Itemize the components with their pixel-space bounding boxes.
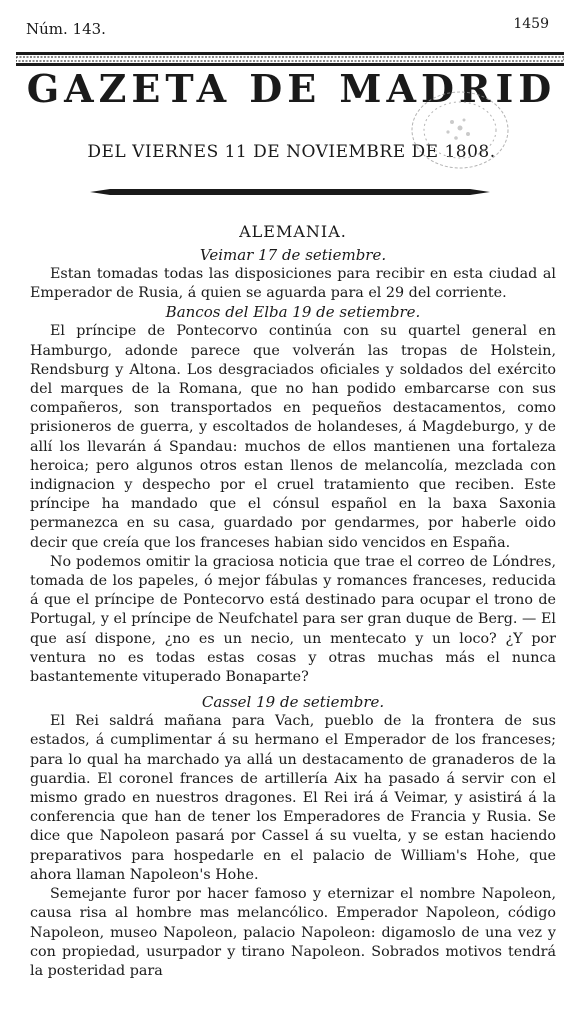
issue-number: Núm. 143. (26, 20, 106, 38)
dispatch-dateline: Cassel 19 de setiembre. (201, 693, 385, 712)
masthead-title: GAZETA DE MADRID (26, 66, 557, 111)
section-heading: ALEMANIA. (239, 222, 347, 241)
paragraph: Estan tomadas todas las disposiciones para recibir en esta ciudad al Emperador de Rusia, á quien se aguarda para el 29 del corriente. (30, 266, 556, 302)
masthead-dateline: DEL VIERNES 11 DE NOVIEMBRE DE 1808. (87, 142, 496, 162)
dispatch-dateline: Veimar 17 de setiembre. (199, 246, 387, 264)
ornamental-border (16, 52, 564, 66)
paragraph: Semejante furor por hacer famoso y eternizar el nombre Napoleon, causa risa al hombre mas melancólico. Emperador Napoleon, código Napoleon, museo Napoleon, palacio Napoleon: digamoslo de una vez y con propiedad, usurpador y tirano Napoleon. Sobrados motivos tendrá la posteridad para (30, 886, 556, 979)
dispatch-dateline: Bancos del Elba 19 de setiembre. (165, 303, 421, 322)
library-stamp (400, 82, 520, 177)
article-body (30, 222, 556, 981)
page-header (0, 10, 583, 40)
page-number: 1459 (513, 16, 549, 32)
paragraph: El Rei saldrá mañana para Vach, pueblo de la frontera de sus estados, á cumplimentar á su hermano el Emperador de los franceses; para lo qual ha marchado ya allá un destacamento de granaderos de la guardia. El coronel frances de artillería Aix ha pasado á servir con el mismo grado en nuestros dragones. El Rei irá á Veimar, y asistirá á la conferencia que han de tener los Emperadores de Francia y Rusia. Se dice que Napoleon pasará por Cassel á su vuelta, y se estan haciendo preparativos para hospedarle en el palacio de William's Hohe, que ahora llaman Napoleon's Hohe. (30, 713, 556, 883)
paragraph: El príncipe de Pontecorvo continúa con su quartel general en Hamburgo, adonde parece que volverán las tropas de Holstein, Rendsburg y Altona. Los desgraciados oficiales y soldados del exército del marques de la Romana, que no han podido embarcarse con sus compañeros, son transportados en pequeños destacamentos, como prisioneros de guerra, y escoltados de holandeses, á Magdeburgo, y de allí los llevarán á Spandau: muchos de ellos mantienen una fortaleza heroica; pero algunos otros estan llenos de melancolía, mezclada con indignacion y despecho por el cruel tratamiento que reciben. Este príncipe ha mandado que el cónsul español en la baxa Saxonia permanezca en su casa, guardado por gendarmes, por haberle oido decir que creía que los franceses habian sido vencidos en España. (30, 323, 556, 551)
paragraph: No podemos omitir la graciosa noticia que trae el correo de Lóndres, tomada de los papeles, ó mejor fábulas y romances franceses, reducida á que el príncipe de Pontecorvo está destinado para ocupar el trono de Portugal, y el príncipe de Neufchatel para ser gran duque de Berg. — El que así dispone, ¿no es un necio, un mentecato y un loco? ¿Y por ventura no es todas estas cosas y otras muchas más el nunca bastantemente vituperado Bonaparte? (30, 553, 556, 686)
masthead-rule (90, 188, 490, 196)
